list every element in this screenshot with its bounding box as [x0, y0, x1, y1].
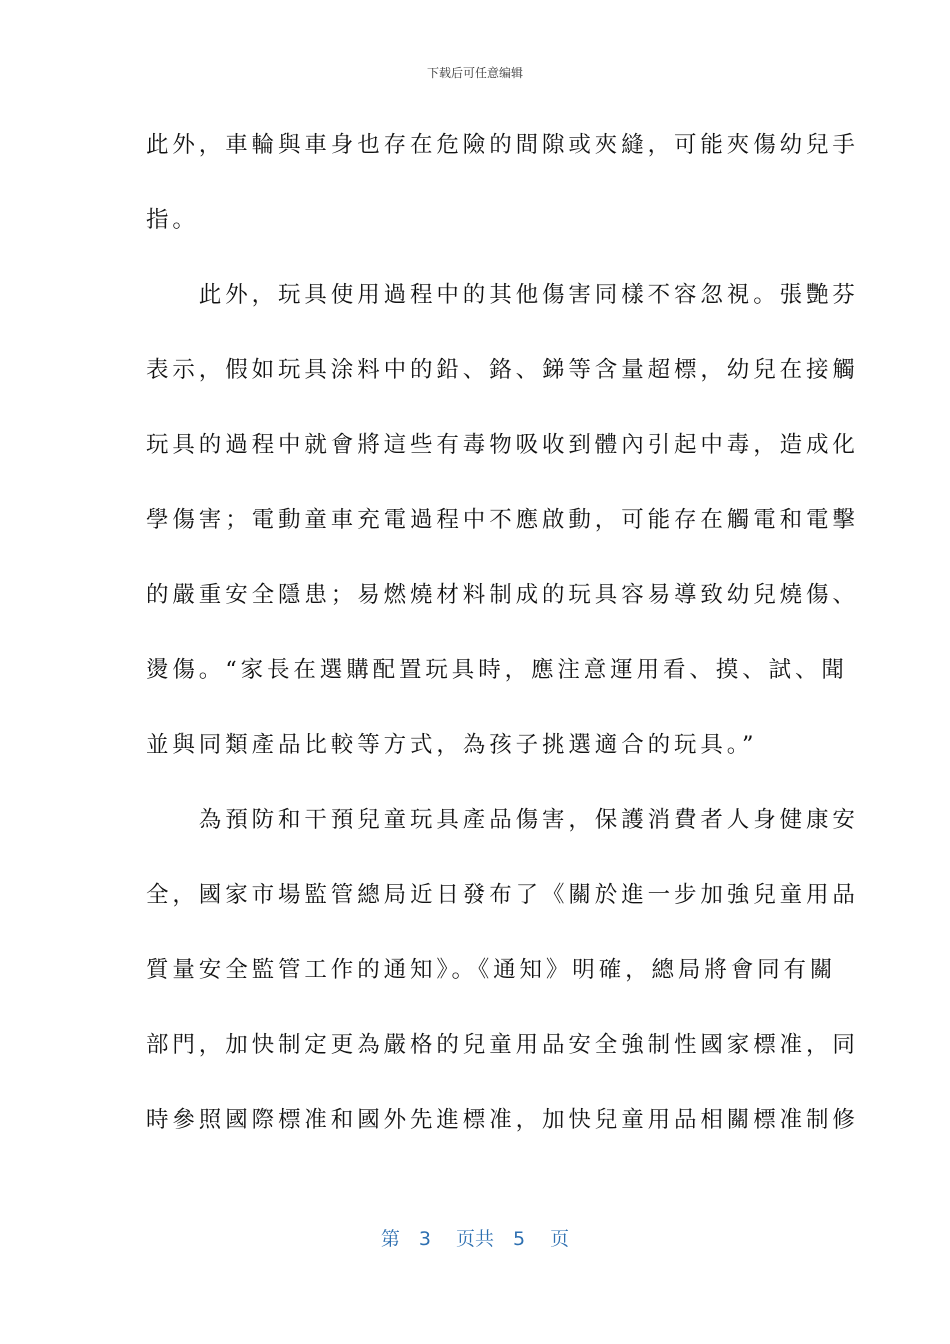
text-line: 的嚴重安全隱患；易燃燒材料制成的玩具容易導致幼兒燒傷、	[146, 582, 859, 608]
text-line: 時參照國際標准和國外先進標准，加快兒童用品相關標准制修	[146, 1107, 859, 1133]
text-line: 燙傷。“家長在選購配置玩具時，應注意運用看、摸、試、聞	[146, 657, 848, 683]
text-line: 全，國家市場監管總局近日發布了《關於進一步加強兒童用品	[146, 882, 859, 908]
page-header-note: 下载后可任意编辑	[426, 66, 523, 80]
text-line: 此外，玩具使用過程中的其他傷害同樣不容忽視。張艷芬	[146, 282, 859, 308]
text-line: 指。	[146, 207, 199, 233]
document-body	[146, 118, 859, 1168]
text-line: 表示，假如玩具涂料中的鉛、鉻、銻等含量超標，幼兒在接觸	[146, 357, 859, 383]
text-line: 質量安全監管工作的通知》。《通知》明確，總局將會同有關	[146, 957, 837, 983]
text-line: 並與同類產品比較等方式，為孩子挑選適合的玩具。”	[146, 732, 758, 758]
text-line: 此外，車輪與車身也存在危險的間隙或夾縫，可能夾傷幼兒手	[146, 132, 859, 158]
page-number-footer: 第 3 页共 5 页	[380, 1228, 570, 1250]
text-line: 玩具的過程中就會將這些有毒物吸收到體內引起中毒，造成化	[146, 432, 859, 458]
text-line: 學傷害；電動童車充電過程中不應啟動，可能存在觸電和電擊	[146, 507, 859, 533]
text-line: 部門，加快制定更為嚴格的兒童用品安全強制性國家標准，同	[146, 1032, 859, 1058]
text-line: 為預防和干預兒童玩具產品傷害，保護消費者人身健康安	[146, 807, 859, 833]
